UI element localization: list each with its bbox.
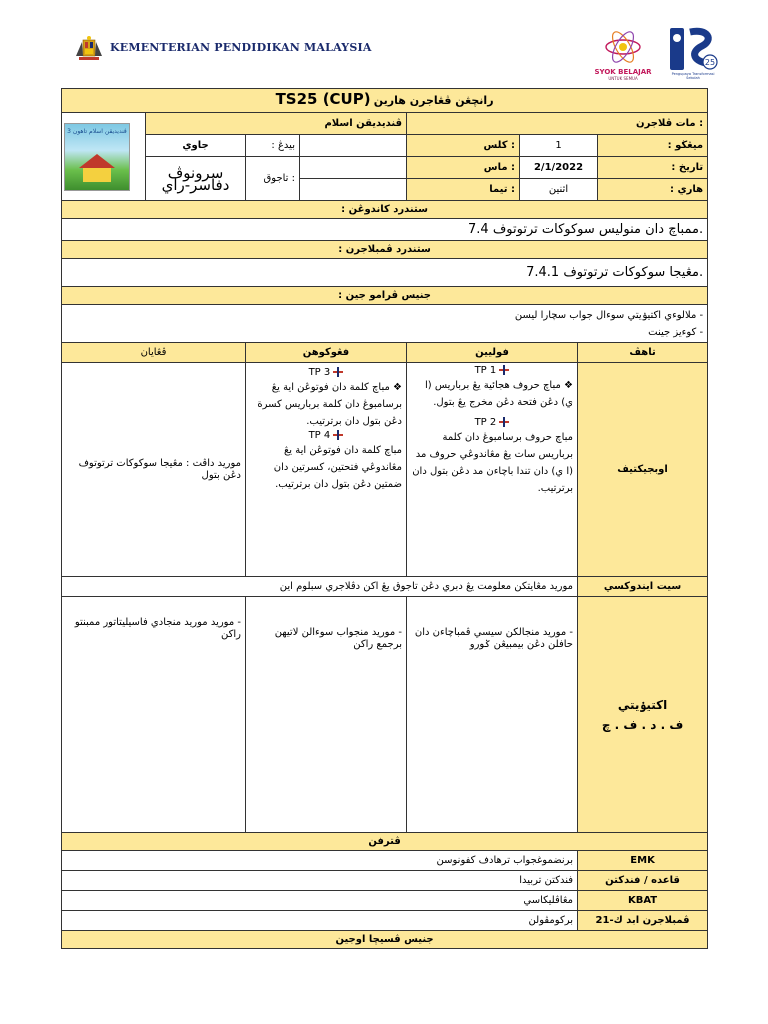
kaedah-label: قاعده / فندكتن xyxy=(578,871,708,891)
content-standard-label: : ستندرد كاندوڠن xyxy=(62,201,708,219)
activity-basic: - موريد منجالكن سيسي ڤمباچاءن دان حافلن دڠن بيمبيڠن ݢورو xyxy=(407,597,578,833)
title-main: رانچڠن ڤڠاجرن هارين xyxy=(373,94,494,107)
objective-row xyxy=(62,363,708,577)
tp1-label: TP 1 xyxy=(474,365,497,376)
tp2-text: مباچ حروف برسامبوڠ دان كلمة برباريس سات يڠ مڠاندوڠي حروف مد (ا ي) دان تندا باچاءن مد دڠن بتول دان برترتيب. xyxy=(412,432,573,494)
page-header xyxy=(0,0,768,86)
ts25-icon xyxy=(668,26,718,72)
time-label: : ماس xyxy=(407,157,520,179)
tp3-text: ❖ مباچ كلمة دان فوتوڠن اية يڠ برسامبوڠ دان كلمة برباريس كسرة دڠن بتول دان برترتيب. xyxy=(257,382,402,427)
advanced-objective: موريد داڤت : مڠيجا سوكوكات ترتوتوف دڠن بتول xyxy=(62,363,246,577)
reflection-row xyxy=(62,931,708,949)
emk-value: برنضموغجواب ترهادف كفونوسن xyxy=(62,851,578,871)
activity-label: اكتيۏيتي xyxy=(617,697,668,712)
textbook-cover-image: ڤنديديقن اسلام تاهون 3 xyxy=(64,123,130,191)
emk-label: EMK xyxy=(578,851,708,871)
reflection-label: جنيس ڤسيچا اوجين xyxy=(62,931,708,949)
emk-row xyxy=(62,851,708,871)
ts25-subtitle: Pengupaya Transformasi Sekolah xyxy=(671,72,715,80)
date-label: تاريخ : xyxy=(598,157,708,179)
area-value: جاوي xyxy=(146,135,246,157)
activity-sublabel: ف . د . ف . چ xyxy=(601,717,684,732)
ministry-name: KEMENTERIAN PENDIDIKAN MALAYSIA xyxy=(110,41,372,54)
kbat-label: KBAT xyxy=(578,891,708,911)
tp3-label: TP 3 xyxy=(308,367,331,378)
pak21-value: بركومڤولن xyxy=(62,911,578,931)
week-value: 1 xyxy=(520,135,598,157)
header-level: تاهڤ xyxy=(578,343,708,363)
pedagogy-label-row xyxy=(62,287,708,305)
day-value: اثنين xyxy=(520,179,598,201)
section-label-row xyxy=(62,833,708,851)
tp-flag-icon xyxy=(333,367,343,377)
tp2-label: TP 2 xyxy=(474,417,497,428)
subject-value: ڤنديديقن اسلام xyxy=(146,113,407,135)
topic-label: : تاجوق xyxy=(246,157,300,201)
week-label: ميڠڬو : xyxy=(598,135,708,157)
theme-label: : تيما xyxy=(407,179,520,201)
induction-value: موريد مڠايتكن معلومت يڠ دبري دڠن تاجوق يڠ اكن دڤلاجري سبلوم اين xyxy=(62,577,578,597)
pedagogy-item-2: - كوءيز جينت xyxy=(648,326,704,338)
lesson-plan-table xyxy=(61,88,708,949)
syok-title: SYOK BELAJAR xyxy=(594,68,652,76)
section-label: ڤترفن xyxy=(62,833,708,851)
content-standard-value: .ممباچ دان منوليس سوكوكات ترتوتوف 7.4 xyxy=(62,219,708,241)
pedagogy-item-1: - ملالوءي اكتيۏيتي سوءال جواب سچارا ليسن xyxy=(514,309,704,321)
title-row xyxy=(62,89,708,113)
learning-standard-value: .مڠيجا سوكوكات ترتوتوف 7.4.1 xyxy=(62,259,708,287)
day-label: هاري : xyxy=(598,179,708,201)
kaedah-row xyxy=(62,871,708,891)
topic-value: سرونوڤ دفاسر-راي xyxy=(146,157,246,201)
header-advanced: ڤڠايان xyxy=(62,343,246,363)
tp1-text: ❖ مباچ حروف هجائية يڠ برباريس (ا ي) دڠن فتحة دڠن مخرج يڠ بتول. xyxy=(424,380,573,408)
syok-belajar-logo xyxy=(594,30,652,82)
class-label: : كلس xyxy=(407,135,520,157)
tp4-text: مباچ كلمة دان فوتوڠن اية يڠ مڠاندوڠي فتحتين، كسرتين دان ضمتين دڠن بتول دان برترتيب. xyxy=(273,445,402,490)
subject-row xyxy=(62,113,708,135)
syok-subtitle: UNTUK SEMUA xyxy=(608,76,638,81)
syok-belajar-icon xyxy=(603,30,643,64)
level-header-row xyxy=(62,343,708,363)
pedagogy-label: : جنيس ڤرامو جين xyxy=(62,287,708,305)
learning-standard-label: : ستندرد ڤمبلاجرن xyxy=(62,241,708,259)
title-prefix: TS25 (CUP) xyxy=(275,90,371,108)
header-basic: فوليين xyxy=(407,343,578,363)
learning-standard-label-row xyxy=(62,241,708,259)
pedagogy-row xyxy=(62,305,708,343)
date-row xyxy=(62,157,708,179)
ts25-logo xyxy=(668,26,718,82)
malaysia-crest-icon xyxy=(74,36,104,62)
activity-row xyxy=(62,597,708,833)
tp-flag-icon xyxy=(499,417,509,427)
content-standard-row xyxy=(62,219,708,241)
activity-intermediate: - موريد منجواب سوءالن لاتيهن برجمع راكن xyxy=(246,597,407,833)
pak21-label: ڤمبلاجرن ابد ك-21 xyxy=(578,911,708,931)
date-value: 2/1/2022 xyxy=(520,157,598,179)
tp-flag-icon xyxy=(333,430,343,440)
content-standard-label-row xyxy=(62,201,708,219)
kbat-row xyxy=(62,891,708,911)
activity-advanced: - موريد موريد منجادي فاسيليتاتور ممبنتو راكن xyxy=(62,597,246,833)
kaedah-value: فندكتن تربيدا xyxy=(62,871,578,891)
week-row xyxy=(62,135,708,157)
learning-standard-row xyxy=(62,259,708,287)
tp-flag-icon xyxy=(499,365,509,375)
area-label: بيدڠ : xyxy=(246,135,300,157)
pak21-row xyxy=(62,911,708,931)
induction-row xyxy=(62,577,708,597)
induction-label: سيت ايندوكسي xyxy=(578,577,708,597)
svg-text:25: 25 xyxy=(704,58,716,67)
header-intermediate: فڠوكوهن xyxy=(246,343,407,363)
tp4-label: TP 4 xyxy=(308,430,331,441)
kbat-value: مڠاڤليكاسي xyxy=(62,891,578,911)
subject-label: : مات ڤلاجرن xyxy=(407,113,708,135)
objective-label: اوبجيكتيف xyxy=(578,363,708,577)
